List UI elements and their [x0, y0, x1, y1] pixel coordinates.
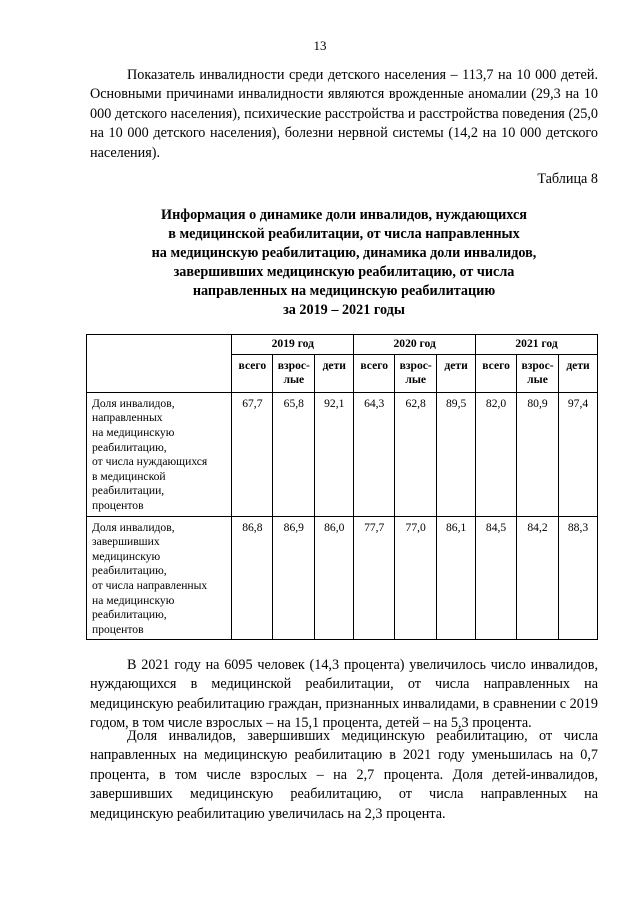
table-cell: 64,3 [354, 392, 395, 516]
table-cell: 86,0 [315, 516, 354, 640]
table-cell: 89,5 [437, 392, 476, 516]
subheader-total: всего [354, 354, 395, 392]
rehabilitation-table [86, 334, 598, 640]
table-title-line: направленных на медицинскую реабилитацию [192, 283, 496, 299]
table-cell: 84,5 [476, 516, 517, 640]
table-title-line: за 2019 – 2021 годы [283, 302, 405, 318]
table-row [87, 392, 598, 516]
subheader-total: всего [476, 354, 517, 392]
table-title-line: Информация о динамике доли инвалидов, нуждающихся [161, 207, 527, 223]
table-cell: 77,0 [395, 516, 437, 640]
table-cell: 92,1 [315, 392, 354, 516]
subheader-children: дети [559, 354, 598, 392]
table-row [87, 516, 598, 640]
table-cell: 84,2 [517, 516, 559, 640]
table-cell: 88,3 [559, 516, 598, 640]
subheader-adults: взрос- лые [273, 354, 315, 392]
table-cell: 82,0 [476, 392, 517, 516]
subheader-total: всего [232, 354, 273, 392]
table-title-line: на медицинскую реабилитацию, динамика доли инвалидов, [151, 245, 537, 261]
table-cell: 86,9 [273, 516, 315, 640]
year-header: 2020 год [354, 335, 476, 355]
table-cell: 80,9 [517, 392, 559, 516]
table-cell: 86,1 [437, 516, 476, 640]
table-cell: 86,8 [232, 516, 273, 640]
table-header-empty [87, 335, 232, 393]
table-title-line: в медицинской реабилитации, от числа направленных [168, 226, 520, 242]
year-header: 2019 год [232, 335, 354, 355]
subheader-children: дети [315, 354, 354, 392]
page-number: 13 [313, 38, 327, 53]
subheader-adults: взрос- лые [517, 354, 559, 392]
table-cell: 65,8 [273, 392, 315, 516]
table-cell: 97,4 [559, 392, 598, 516]
row-label: Доля инвалидов, направленных на медицинскую реабилитацию, от числа нуждающихся в медицинской реабилитации, процентов [87, 392, 232, 516]
table-title-line: завершивших медицинскую реабилитацию, от числа [173, 264, 515, 280]
paragraph-completed-rehab: Доля инвалидов, завершивших медицинскую реабилитацию, от числа направленных на медицинскую реабилитацию в 2021 году уменьшилась на 0,7 процента, в том числе взрослых – на 2,7 процента. Доля детей-инвалидов, завершивших медицинскую реабилитацию, от числа направленных на медицинскую реабилитацию увеличилась на 2,3 процента. [90, 728, 598, 822]
table-title [90, 206, 598, 320]
table-header-years [87, 335, 598, 355]
paragraph-disability-rate: Показатель инвалидности среди детского населения – 113,7 на 10 000 детей. Основными причинами инвалидности являются врожденные аномалии (29,3 на 10 000 детского населения), психические расстройства и расстройства поведения (25,0 на 10 000 детского населения), болезни нервной системы (14,2 на 10 000 детского населения). [90, 67, 598, 161]
table-cell: 77,7 [354, 516, 395, 640]
subheader-adults: взрос- лые [395, 354, 437, 392]
table-cell: 62,8 [395, 392, 437, 516]
subheader-children: дети [437, 354, 476, 392]
paragraph-needing-rehab: В 2021 году на 6095 человек (14,3 процента) увеличилось число инвалидов, нуждающихся в медицинской реабилитации, от числа направленных на медицинскую реабилитацию граждан, признанных инвалидами, в сравнении с 2019 годом, в том числе взрослых – на 15,1 процента, детей – на 5,3 процента. [90, 657, 598, 732]
table-cell: 67,7 [232, 392, 273, 516]
row-label: Доля инвалидов, завершивших медицинскую реабилитацию, от числа направленных на медицинскую реабилитацию, процентов [87, 516, 232, 640]
table-number: Таблица 8 [537, 171, 598, 187]
year-header: 2021 год [476, 335, 598, 355]
